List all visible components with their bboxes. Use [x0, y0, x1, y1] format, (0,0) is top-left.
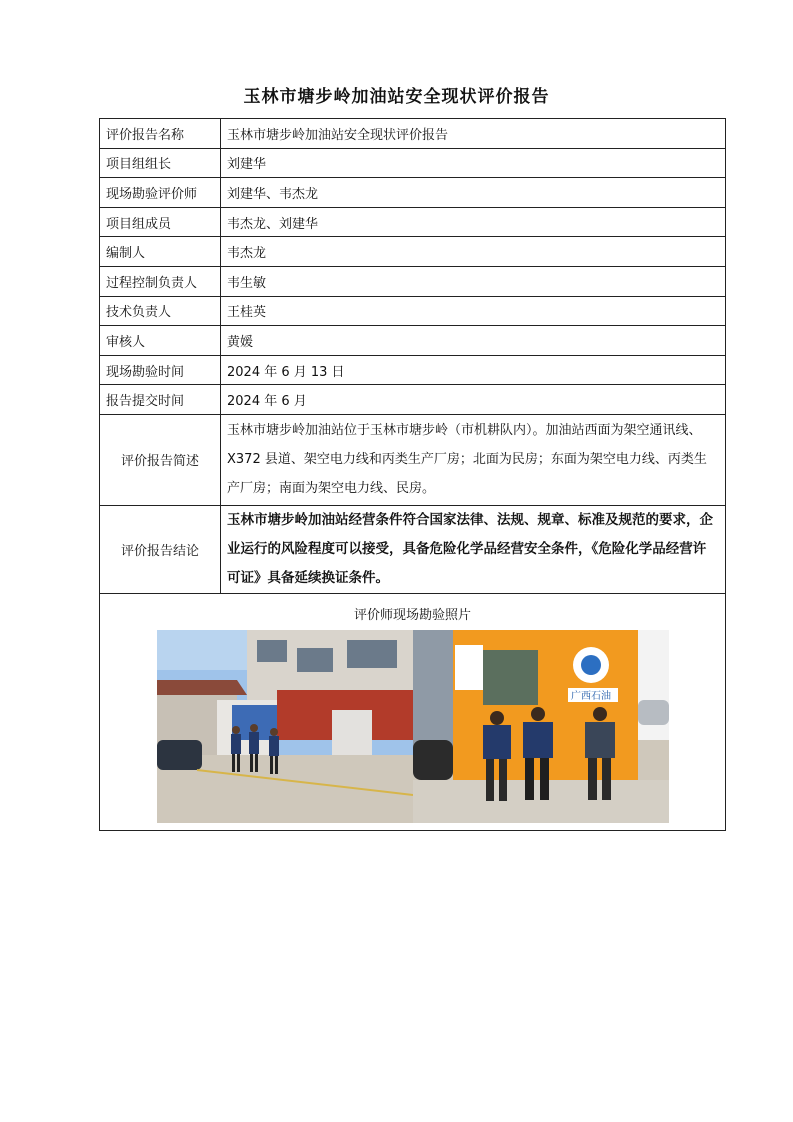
row-value: 韦杰龙、刘建华 — [221, 207, 726, 237]
row-value: 黄媛 — [221, 326, 726, 356]
row-value: 2024 年 6 月 — [221, 385, 726, 415]
row-value: 2024 年 6 月 13 日 — [221, 355, 726, 385]
report-info-table — [99, 118, 726, 831]
conclusion-row — [100, 505, 726, 593]
table-row — [100, 207, 726, 237]
summary-label: 评价报告简述 — [100, 414, 221, 505]
row-value: 韦杰龙 — [221, 237, 726, 267]
row-label: 审核人 — [100, 326, 221, 356]
table-row — [100, 237, 726, 267]
table-row — [100, 266, 726, 296]
row-value: 王桂英 — [221, 296, 726, 326]
table-row — [100, 148, 726, 178]
site-photo-left — [157, 630, 413, 823]
row-value: 刘建华 — [221, 148, 726, 178]
table-row — [100, 178, 726, 208]
photo-cell — [100, 593, 726, 830]
table-row — [100, 296, 726, 326]
summary-text: 玉林市塘步岭加油站位于玉林市塘步岭（市机耕队内）。加油站西面为架空通讯线、X372 县道、架空电力线和丙类生产厂房；北面为民房；东面为架空电力线、丙类生产厂房；南面为架空电力线、民房。 — [221, 414, 726, 505]
row-value: 刘建华、韦杰龙 — [221, 178, 726, 208]
kiosk-sign-text: 广西石油 — [570, 690, 611, 702]
table-row — [100, 355, 726, 385]
conclusion-label: 评价报告结论 — [100, 505, 221, 593]
site-photo-right — [413, 630, 669, 823]
photo-pair — [157, 630, 669, 823]
row-label: 过程控制负责人 — [100, 266, 221, 296]
row-value: 玉林市塘步岭加油站安全现状评价报告 — [221, 119, 726, 149]
photo-caption: 评价师现场勘验照片 — [353, 607, 471, 623]
row-value: 韦生敏 — [221, 266, 726, 296]
table-row — [100, 119, 726, 149]
row-label: 现场勘验时间 — [100, 355, 221, 385]
table-row — [100, 385, 726, 415]
row-label: 项目组成员 — [100, 207, 221, 237]
row-label: 项目组组长 — [100, 148, 221, 178]
summary-row — [100, 414, 726, 505]
table-row — [100, 326, 726, 356]
photo-row — [100, 593, 726, 830]
row-label: 现场勘验评价师 — [100, 178, 221, 208]
row-label: 技术负责人 — [100, 296, 221, 326]
row-label: 编制人 — [100, 237, 221, 267]
conclusion-text: 玉林市塘步岭加油站经营条件符合国家法律、法规、规章、标准及规范的要求，企业运行的风险程度可以接受，具备危险化学品经营安全条件，《危险化学品经营许可证》具备延续换证条件。 — [221, 505, 726, 593]
row-label: 评价报告名称 — [100, 119, 221, 149]
row-label: 报告提交时间 — [100, 385, 221, 415]
document-title: 玉林市塘步岭加油站安全现状评价报告 — [243, 87, 550, 107]
